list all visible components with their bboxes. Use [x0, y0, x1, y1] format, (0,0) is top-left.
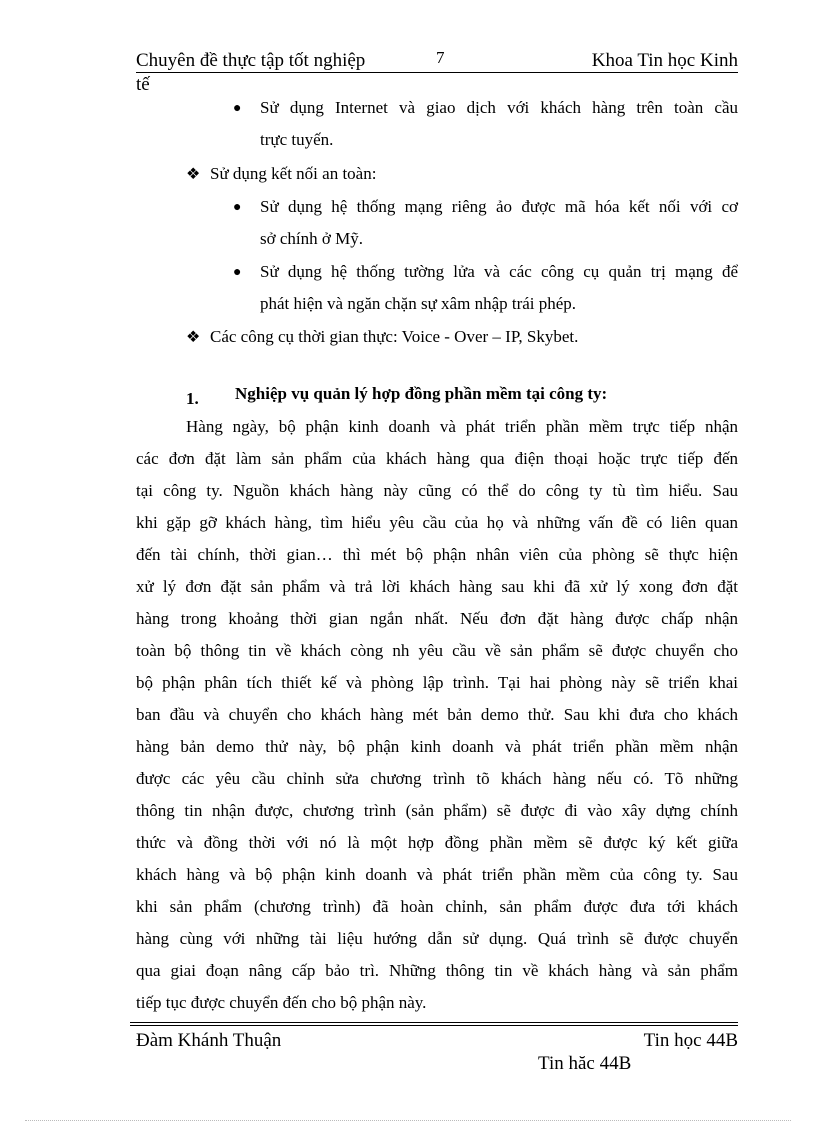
bullet-icon: ● [233, 265, 242, 280]
header-left-title: Chuyên đề thực tập tốt nghiệp [136, 50, 366, 71]
bullet-line: Sử dụng Internet và giao dịch với khách hàng trên toàn cầu [260, 98, 738, 117]
footer-rule [130, 1022, 738, 1023]
paragraph-line: khách hàng và bộ phận kinh doanh và phát triển phần mềm của công ty. Sau [136, 865, 738, 884]
footer-rule [130, 1025, 738, 1026]
footer-class-duplicate: Tin hăc 44B [538, 1053, 632, 1074]
page-edge-line [25, 1120, 791, 1121]
paragraph-line: tại công ty. Nguồn khách hàng này cũng có thể do công ty tù tìm hiểu. Sau [136, 481, 738, 500]
bullet-line: Sử dụng hệ thống tường lửa và các công cụ quản trị mạng để [260, 262, 738, 281]
header-page-number: 7 [436, 48, 445, 67]
footer-author: Đàm Khánh Thuận [136, 1030, 282, 1051]
paragraph-line: qua giai đoạn nâng cấp bảo trì. Những thông tin về khách hàng và sản phẩm [136, 961, 738, 980]
header-right-title: Khoa Tin học Kinh [591, 50, 738, 71]
bullet-icon: ● [233, 101, 242, 116]
section-number: 1. [186, 389, 199, 408]
paragraph-line: thức và đồng thời với nó là một hợp đồng phần mềm sẽ được ký kết giữa [136, 833, 738, 852]
paragraph-line: ban đầu và chuyển cho khách hàng mét bản demo thử. Sau khi đưa cho khách [136, 705, 738, 724]
paragraph-line: tiếp tục được chuyển đến cho bộ phận này. [136, 993, 427, 1012]
bullet-line: trực tuyến. [260, 130, 334, 149]
diamond-bullet-icon: ❖ [186, 329, 201, 346]
bullet-line: phát hiện và ngăn chặn sự xâm nhập trái phép. [260, 294, 577, 313]
paragraph-line: thông tin nhận được, chương trình (sản phẩm) sẽ được đi vào xây dựng chính [136, 801, 738, 820]
header-wrap-text: tế [136, 74, 150, 95]
paragraph-line: các đơn đặt làm sản phẩm của khách hàng qua điện thoại hoặc trực tiếp đến [136, 449, 738, 468]
page-header [136, 50, 738, 73]
paragraph-line: Hàng ngày, bộ phận kinh doanh và phát triển phần mềm trực tiếp nhận [186, 417, 738, 436]
footer-class: Tin học 44B [643, 1030, 738, 1051]
paragraph-line: toàn bộ thông tin về khách còng nh yêu cầu về sản phẩm sẽ được chuyển cho [136, 641, 738, 660]
paragraph-line: đến tài chính, thời gian… thì mét bộ phận nhân viên của phòng sẽ thực hiện [136, 545, 738, 564]
paragraph-line: hàng trong khoảng thời gian ngắn nhất. Nếu đơn đặt hàng được chấp nhận [136, 609, 738, 628]
paragraph-line: hàng bản demo thử này, bộ phận kinh doanh và phát triển phần mềm nhận [136, 737, 738, 756]
bullet-line: Sử dụng hệ thống mạng riêng ảo được mã hóa kết nối với cơ [260, 197, 738, 216]
paragraph-line: xử lý đơn đặt sản phẩm và trả lời khách hàng sau khi đã xử lý xong đơn đặt [136, 577, 738, 596]
paragraph-line: được các yêu cầu chỉnh sửa chương trình tõ khách hàng nếu có. Tõ những [136, 769, 738, 788]
paragraph-line: hàng cùng với những tài liệu hướng dẫn sử dụng. Quá trình sẽ được chuyển [136, 929, 738, 948]
paragraph-line: khi gặp gỡ khách hàng, tìm hiểu yêu cầu của họ và những vấn đề có liên quan [136, 513, 738, 532]
paragraph-line: khi sản phẩm (chương trình) đã hoàn chỉnh, sản phẩm được đưa tới khách [136, 897, 738, 916]
diamond-item-realtime: Các công cụ thời gian thực: Voice - Over – IP, Skybet. [210, 327, 579, 346]
bullet-line: sở chính ở Mỹ. [260, 229, 363, 248]
bullet-icon: ● [233, 200, 242, 215]
section-title: Nghiệp vụ quản lý hợp đồng phần mềm tại công ty: [235, 384, 608, 403]
diamond-bullet-icon: ❖ [186, 166, 201, 183]
paragraph-line: bộ phận phân tích thiết kế và phòng lập trình. Tại hai phòng này sẽ triển khai [136, 673, 738, 692]
diamond-item-secure: Sử dụng kết nối an toàn: [210, 164, 377, 183]
